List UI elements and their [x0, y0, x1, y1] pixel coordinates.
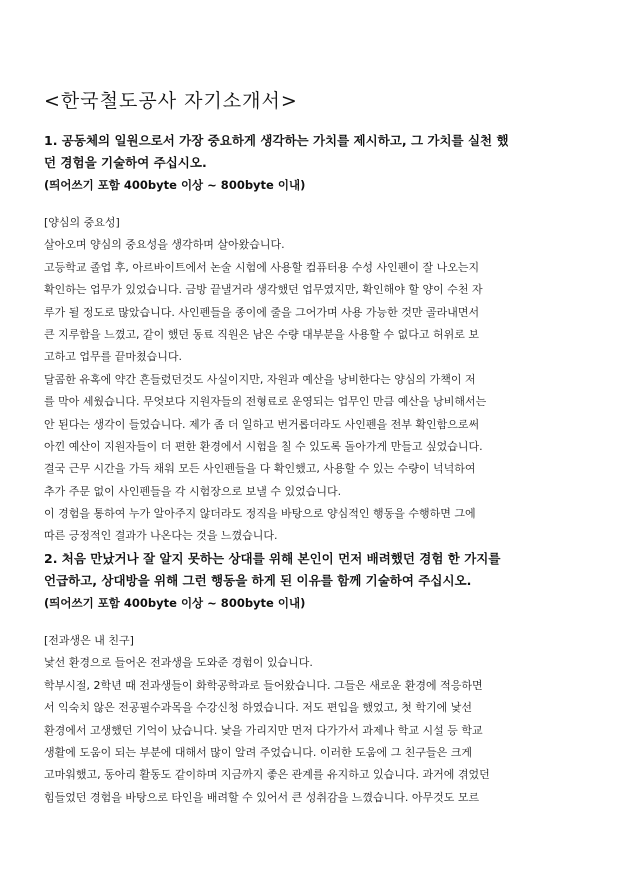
answer-1-line: 살아오며 양심의 중요성을 생각하며 살아왔습니다.: [44, 238, 285, 252]
answer-2: [44, 630, 584, 809]
document-title: <한국철도공사 자기소개서>: [44, 90, 298, 112]
question-2: [44, 548, 584, 614]
question-1-line-1: 1. 공동체의 일원으로서 가장 중요하게 생각하는 가치를 제시하고, 그 가치를 실천 했: [44, 133, 509, 148]
question-2-line-2: 언급하고, 상대방을 위해 그런 행동을 하게 된 이유를 함께 기술하여 주십시오.: [44, 573, 472, 588]
answer-1-line: 큰 지루함을 느꼈고, 같이 했던 동료 직원은 남은 수량 대부분을 사용할 수 없다고 허위로 보: [44, 327, 479, 341]
answer-1-line: 루가 될 정도로 많았습니다. 사인펜들을 종이에 줄을 그어가며 사용 가능한 것만 골라내면서: [44, 305, 480, 319]
answer-1-line: 결국 근무 시간을 가득 채워 모든 사인펜들을 다 확인했고, 사용할 수 있는 수량이 넉넉하여: [44, 462, 476, 476]
answer-2-line: 학부시절, 2학년 때 전과생들이 화학공학과로 들어왔습니다. 그들은 새로운 환경에 적응하면: [44, 678, 483, 692]
answer-2-line: 서 익숙치 않은 전공필수과목을 수강신청 하였습니다. 저도 편입을 했었고, 첫 학기에 낯선: [44, 701, 472, 715]
answer-1-line: 확인하는 업무가 있었습니다. 금방 끝낼거라 생각했던 업무였지만, 확인해야 할 양이 수천 자: [44, 283, 483, 297]
answer-1-line: 고하고 업무를 끝마쳤습니다.: [44, 350, 183, 364]
answer-1-line: 아낀 예산이 지원자들이 더 편한 환경에서 시험을 칠 수 있도록 돌아가게 만들고 싶었습니다.: [44, 439, 483, 453]
answer-1-line: 따른 긍정적인 결과가 나온다는 것을 느꼈습니다.: [44, 529, 278, 543]
answer-2-subheading: [전과생은 내 친구]: [44, 634, 134, 647]
answer-1-line: 고등학교 졸업 후, 아르바이트에서 논술 시험에 사용할 컴퓨터용 수성 사인펜이 잘 나오는지: [44, 260, 480, 274]
answer-1-line: 를 막아 세웠습니다. 무엇보다 지원자들의 전형료로 운영되는 업무인 만큼 예산을 낭비해서는: [44, 395, 487, 409]
question-2-line-1: 2. 처음 만났거나 잘 알지 못하는 상대를 위해 본인이 먼저 배려했던 경험 한 가지를: [44, 551, 501, 566]
question-1-line-2: 던 경험을 기술하여 주십시오.: [44, 155, 207, 170]
answer-2-line: 환경에서 고생했던 기억이 났습니다. 낯을 가리지만 먼저 다가가서 과제나 학교 시설 등 학교: [44, 723, 483, 737]
answer-1-line: 달콤한 유혹에 약간 흔들렸던것도 사실이지만, 자원과 예산을 낭비한다는 양심의 가책이 저: [44, 372, 476, 386]
answer-1: [44, 212, 584, 548]
answer-1-line: 이 경험을 통하여 누가 알아주지 않더라도 정직을 바탕으로 양심적인 행동을 수행하면 그에: [44, 507, 476, 521]
question-1: [44, 130, 584, 196]
answer-2-line: 낯선 환경으로 들어온 전과생을 도와준 경험이 있습니다.: [44, 656, 313, 670]
answer-1-subheading: [양심의 중요성]: [44, 216, 120, 229]
question-2-length-note: (띄어쓰기 포함 400byte 이상 ~ 800byte 이내): [44, 596, 306, 610]
answer-2-line: 생활에 도움이 되는 부분에 대해서 많이 알려 주었습니다. 이러한 도움에 그 친구들은 크게: [44, 745, 472, 759]
answer-2-line: 고마워했고, 동아리 활동도 같이하며 지금까지 좋은 관계를 유지하고 있습니다. 과거에 겪었던: [44, 768, 490, 782]
answer-1-line: 안 된다는 생각이 들었습니다. 제가 좀 더 일하고 번거롭더라도 사인펜을 전부 확인함으로써: [44, 417, 480, 431]
answer-1-line: 추가 주문 없이 사인펜들을 각 시험장으로 보낼 수 있었습니다.: [44, 484, 342, 498]
answer-2-line: 힘들었던 경험을 바탕으로 타인을 배려할 수 있어서 큰 성취감을 느꼈습니다. 아무것도 모르: [44, 790, 480, 804]
question-1-length-note: (띄어쓰기 포함 400byte 이상 ~ 800byte 이내): [44, 178, 306, 192]
